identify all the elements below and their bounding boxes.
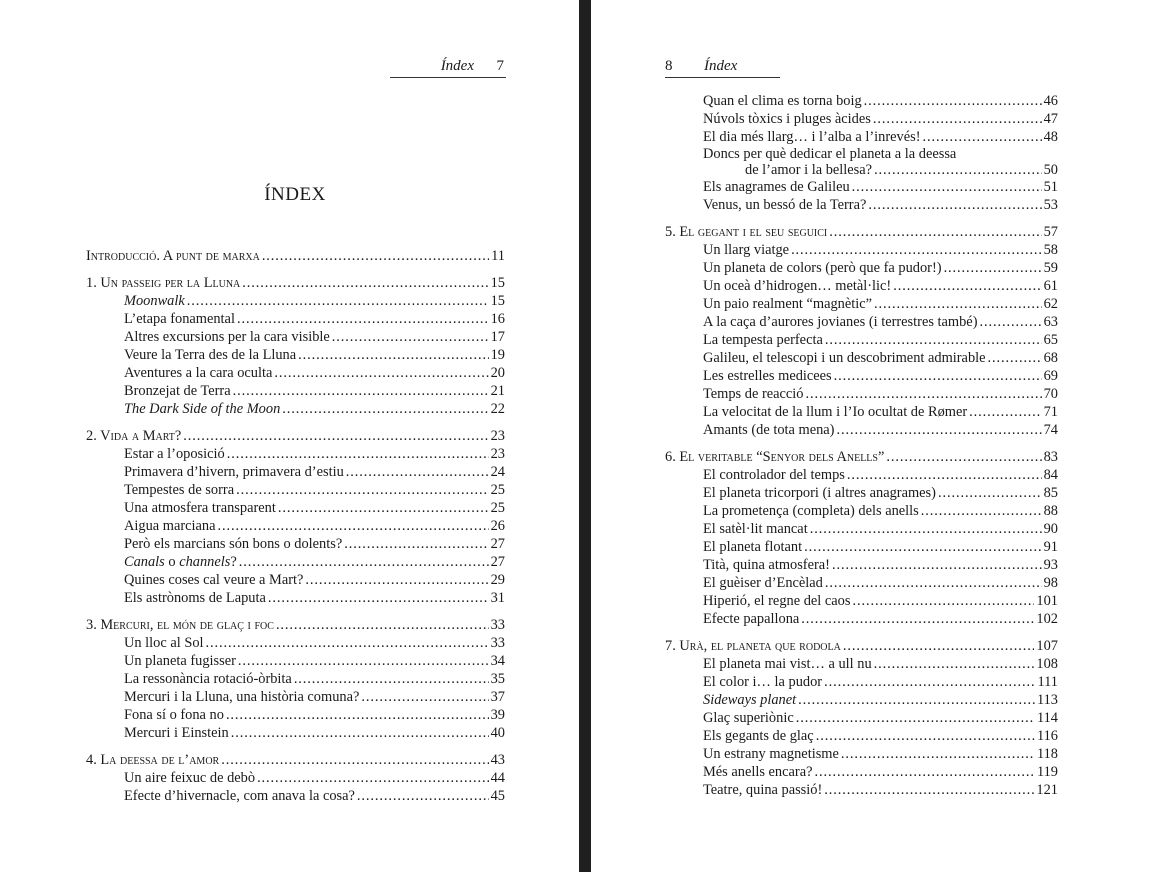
chapter-page: 107 [1036,638,1058,654]
entry-label: A la caça d’aurores jovianes (i terrestres també) [703,314,978,330]
dot-leader [218,517,489,535]
chapter-title: 3. Mercuri, el món de glaç i foc [86,617,274,633]
toc-entry [86,688,505,706]
toc-section [665,448,1058,628]
entry-page: 91 [1043,539,1058,555]
entry-page: 69 [1043,368,1058,384]
entry-page: 71 [1043,404,1058,420]
dot-leader [874,655,1035,673]
dot-leader [824,673,1035,691]
entry-label: Hiperió, el regne del caos [703,593,851,609]
entry-label: Moonwalk [124,293,185,309]
dot-leader [816,727,1035,745]
toc-entry [665,556,1058,574]
entry-label: Tità, quina atmosfera! [703,557,830,573]
toc-entry [86,382,505,400]
toc-section [665,223,1058,439]
entry-label: Aventures a la cara oculta [124,365,273,381]
dot-leader [801,610,1034,628]
page-title: ÍNDEX [264,184,326,205]
entry-page: 102 [1036,611,1058,627]
entry-label: Els anagrames de Galileu [703,179,850,195]
toc-entry [665,295,1058,313]
entry-page: 19 [490,347,505,363]
page-number: 7 [496,58,504,74]
entry-label: Amants (de tota mena) [703,422,835,438]
entry-page: 63 [1043,314,1058,330]
entry-page: 61 [1043,278,1058,294]
running-head-rule [390,77,506,78]
entry-label: Núvols tòxics i pluges àcides [703,111,871,127]
toc-entry [665,277,1058,295]
toc-entry [86,346,505,364]
toc-entry [665,781,1058,799]
chapter-row [86,247,505,265]
dot-leader [183,427,488,445]
toc-entry [665,763,1058,781]
chapter-title: 1. Un passeig per la Lluna [86,275,241,291]
entry-label: El planeta flotant [703,539,803,555]
dot-leader [893,277,1041,295]
table-of-contents-left [86,247,505,805]
chapter-row [86,616,505,634]
entry-page: 24 [490,464,505,480]
entry-page: 70 [1043,386,1058,402]
toc-entry [665,466,1058,484]
entry-label: Un aire feixuc de debò [124,770,256,786]
label-part: o [164,554,180,570]
entry-page: 25 [490,500,505,516]
entry-page: 16 [490,311,505,327]
entry-page: 21 [490,383,505,399]
toc-entry [665,92,1058,110]
dot-leader [357,787,489,805]
dot-leader [864,92,1042,110]
dot-leader [825,574,1042,592]
entry-label: La ressonància rotació-òrbita [124,671,292,687]
entry-label: Mercuri i Einstein [124,725,229,741]
entry-page: 27 [490,536,505,552]
dot-leader [226,706,489,724]
entry-page: 90 [1043,521,1058,537]
entry-label: Glaç superiònic [703,710,794,726]
dot-leader [268,589,489,607]
toc-entry [665,385,1058,403]
toc-entry [665,484,1058,502]
entry-label: Quines coses cal veure a Mart? [124,572,304,588]
entry-label: Quan el clima es torna boig [703,93,862,109]
entry-page: 98 [1043,575,1058,591]
label-part: Canals [124,554,165,570]
entry-label: Efecte d’hivernacle, com anava la cosa? [124,788,355,804]
toc-entry [665,520,1058,538]
entry-label: Aigua marciana [124,518,216,534]
entry-label: Tempestes de sorra [124,482,235,498]
chapter-page: 43 [490,752,505,768]
dot-leader [227,445,489,463]
toc-entry [665,610,1058,628]
dot-leader [344,535,488,553]
dot-leader [274,364,488,382]
entry-label: L’etapa fonamental [124,311,235,327]
dot-leader [868,196,1041,214]
running-head-rule [665,77,780,78]
toc-entry [86,589,505,607]
toc-entry [665,403,1058,421]
toc-entry [665,367,1058,385]
entry-label: Altres excursions per la cara visible [124,329,330,345]
toc-entry [86,535,505,553]
chapter-row [86,751,505,769]
dot-leader [804,538,1042,556]
entry-label: El dia més llarg… i l’alba a l’inrevés! [703,129,921,145]
entry-label: Un llarg viatge [703,242,790,258]
entry-page: 116 [1036,728,1058,744]
toc-entry [665,259,1058,277]
dot-leader [988,349,1042,367]
dot-leader [944,259,1042,277]
dot-leader [825,331,1042,349]
dot-leader [305,571,488,589]
dot-leader [852,592,1034,610]
entry-page: 31 [490,590,505,606]
toc-entry [86,445,505,463]
entry-page: 48 [1043,129,1058,145]
entry-label: Però els marcians són bons o dolents? [124,536,343,552]
dot-leader [829,223,1041,241]
toc-entry [86,553,505,571]
toc-entry [665,691,1058,709]
dot-leader [805,385,1041,403]
entry-page: 25 [490,482,505,498]
entry-label: Mercuri i la Lluna, una història comuna? [124,689,360,705]
entry-page: 17 [490,329,505,345]
entry-label: Un planeta fugisser [124,653,236,669]
entry-label: Temps de reacció [703,386,804,402]
entry-label: Els astrònoms de Laputa [124,590,266,606]
entry-page: 101 [1036,593,1058,609]
dot-leader [257,769,489,787]
toc-entry [86,310,505,328]
dot-leader [798,691,1035,709]
toc-entry [665,727,1058,745]
chapter-page: 33 [490,617,505,633]
entry-page: 37 [490,689,505,705]
toc-entry [86,724,505,742]
toc-entry [665,655,1058,673]
entry-page: 47 [1043,111,1058,127]
toc-entry [665,196,1058,214]
entry-label: The Dark Side of the Moon [124,401,281,417]
entry-label: El color i… la pudor [703,674,823,690]
entry-label: Més anells encara? [703,764,813,780]
toc-section [86,751,505,805]
dot-leader [938,484,1042,502]
entry-label: El satèl·lit mancat [703,521,808,537]
chapter-row [86,274,505,292]
entry-label: Un oceà d’hidrogen… metàl·lic! [703,278,892,294]
entry-label: Fona sí o fona no [124,707,224,723]
table-of-contents-right [665,92,1058,799]
dot-leader [346,463,489,481]
dot-leader [824,781,1034,799]
entry-page: 45 [490,788,505,804]
toc-entry [665,592,1058,610]
entry-page: 68 [1043,350,1058,366]
chapter-page: 83 [1043,449,1058,465]
entry-label: Les estrelles medicees [703,368,832,384]
toc-section [86,616,505,742]
dot-leader [221,751,488,769]
dot-leader [239,553,489,571]
entry-label: Veure la Terra des de la Lluna [124,347,297,363]
toc-entry [86,481,505,499]
entry-page: 113 [1036,692,1058,708]
dot-leader [282,400,488,418]
dot-leader [847,466,1042,484]
chapter-page: 11 [491,248,505,264]
entry-page: 23 [490,446,505,462]
entry-label: Galileu, el telescopi i un descobriment admirable [703,350,986,366]
toc-entry-two-line [665,146,1058,178]
toc-entry [86,652,505,670]
toc-entry [665,673,1058,691]
entry-label: Estar a l’oposició [124,446,225,462]
dot-leader [873,110,1042,128]
dot-leader [832,556,1042,574]
toc-entry [665,745,1058,763]
entry-label: Efecte papallona [703,611,800,627]
dot-leader [361,688,488,706]
entry-page: 108 [1036,656,1058,672]
dot-leader [841,745,1035,763]
dot-leader [923,128,1042,146]
toc-entry [665,178,1058,196]
dot-leader [206,634,489,652]
entry-page: 111 [1037,674,1058,690]
entry-label [124,553,237,571]
entry-label-line2: de l’amor i la bellesa? [745,162,873,178]
entry-page: 50 [1043,162,1058,178]
entry-label: La tempesta perfecta [703,332,823,348]
toc-entry [86,400,505,418]
entry-label: El guèiser d’Encèlad [703,575,823,591]
chapter-title: 5. El gegant i el seu seguici [665,224,828,240]
entry-label: Venus, un bessó de la Terra? [703,197,867,213]
entry-page: 119 [1036,764,1058,780]
chapter-row [86,427,505,445]
dot-leader [874,162,1042,178]
dot-leader [791,241,1042,259]
entry-page: 118 [1036,746,1058,762]
dot-leader [242,274,488,292]
dot-leader [238,652,489,670]
entry-label: El controlador del temps [703,467,845,483]
right-page [591,0,1172,872]
entry-page: 93 [1043,557,1058,573]
toc-entry [86,463,505,481]
label-part: channels [179,554,231,570]
chapter-row [665,637,1058,655]
chapter-title: 4. La deessa de l’amor [86,752,220,768]
dot-leader [810,520,1042,538]
toc-entry [86,499,505,517]
page-number: 8 [665,58,673,74]
dot-leader [262,247,489,265]
entry-page: 74 [1043,422,1058,438]
dot-leader [236,481,489,499]
entry-page: 40 [490,725,505,741]
entry-label: El planeta tricorpori (i altres anagrames) [703,485,936,501]
entry-label: Sideways planet [703,692,797,708]
toc-entry [86,706,505,724]
dot-leader [231,724,489,742]
dot-leader [874,295,1042,313]
toc-entry [86,634,505,652]
chapter-title: 2. Vida a Mart? [86,428,182,444]
entry-label: Una atmosfera transparent [124,500,276,516]
toc-entry [665,331,1058,349]
running-head-title: Índex [440,58,474,74]
toc-entry [665,709,1058,727]
entry-page: 121 [1036,782,1058,798]
dot-leader [836,421,1041,439]
toc-entry [86,571,505,589]
toc-entry [86,769,505,787]
dot-leader [921,502,1042,520]
entry-page: 84 [1043,467,1058,483]
toc-entry [86,364,505,382]
entry-page: 39 [490,707,505,723]
dot-leader [276,616,489,634]
toc-section [665,637,1058,799]
dot-leader [843,637,1035,655]
entry-page: 22 [490,401,505,417]
entry-label: Un estrany magnetisme [703,746,839,762]
entry-page: 85 [1043,485,1058,501]
toc-entry [665,538,1058,556]
entry-label: Teatre, quina passió! [703,782,823,798]
entry-label: Els gegants de glaç [703,728,814,744]
dot-leader [969,403,1041,421]
toc-entry [665,502,1058,520]
entry-label: La velocitat de la llum i l’Io ocultat de Rømer [703,404,968,420]
dot-leader [294,670,489,688]
dot-leader [796,709,1035,727]
entry-label: El planeta mai vist… a ull nu [703,656,872,672]
entry-page: 62 [1043,296,1058,312]
dot-leader [237,310,489,328]
entry-label: Un lloc al Sol [124,635,204,651]
entry-page: 51 [1043,179,1058,195]
entry-label: Un planeta de colors (però que fa pudor!) [703,260,942,276]
chapter-page: 57 [1043,224,1058,240]
book-gutter [579,0,591,872]
running-head-title: Índex [704,58,738,74]
dot-leader [980,313,1042,331]
toc-entry [665,313,1058,331]
chapter-page: 23 [490,428,505,444]
entry-page: 34 [490,653,505,669]
toc-entry [665,421,1058,439]
toc-entry [665,128,1058,146]
chapter-page: 15 [490,275,505,291]
dot-leader [187,292,489,310]
entry-page: 59 [1043,260,1058,276]
entry-page: 35 [490,671,505,687]
toc-section [86,247,505,265]
entry-page: 88 [1043,503,1058,519]
entry-page: 26 [490,518,505,534]
entry-page: 53 [1043,197,1058,213]
toc-entry [86,670,505,688]
entry-label-line2-row [665,162,1058,178]
toc-section [86,274,505,418]
entry-label-line1: Doncs per què dedicar el planeta a la deessa [703,146,957,162]
chapter-title: Introducció. A punt de marxa [86,248,260,264]
toc-entry [665,349,1058,367]
entry-page: 114 [1036,710,1058,726]
toc-entry [86,328,505,346]
entry-label: La prometença (completa) dels anells [703,503,919,519]
entry-page: 29 [490,572,505,588]
label-part: ? [230,554,237,570]
dot-leader [834,367,1042,385]
toc-entry [86,292,505,310]
toc-entry [665,574,1058,592]
entry-page: 27 [490,554,505,570]
chapter-row [665,448,1058,466]
left-page [0,0,579,872]
toc-entry [86,787,505,805]
entry-label: Un paio realment “magnètic” [703,296,873,312]
chapter-row [665,223,1058,241]
entry-page: 58 [1043,242,1058,258]
toc-entry [665,110,1058,128]
entry-page: 20 [490,365,505,381]
entry-label: Primavera d’hivern, primavera d’estiu [124,464,344,480]
entry-page: 33 [490,635,505,651]
entry-page: 46 [1043,93,1058,109]
toc-entry [665,241,1058,259]
entry-page: 15 [490,293,505,309]
dot-leader [886,448,1041,466]
dot-leader [233,382,489,400]
dot-leader [298,346,488,364]
dot-leader [852,178,1042,196]
dot-leader [278,499,489,517]
dot-leader [814,763,1034,781]
entry-page: 44 [490,770,505,786]
chapter-title: 6. El veritable “Senyor dels Anells” [665,449,885,465]
entry-page: 65 [1043,332,1058,348]
dot-leader [332,328,489,346]
entry-label: Bronzejat de Terra [124,383,231,399]
toc-entry [86,517,505,535]
chapter-title: 7. Urà, el planeta que rodola [665,638,841,654]
toc-section-continued [665,92,1058,214]
toc-section [86,427,505,607]
